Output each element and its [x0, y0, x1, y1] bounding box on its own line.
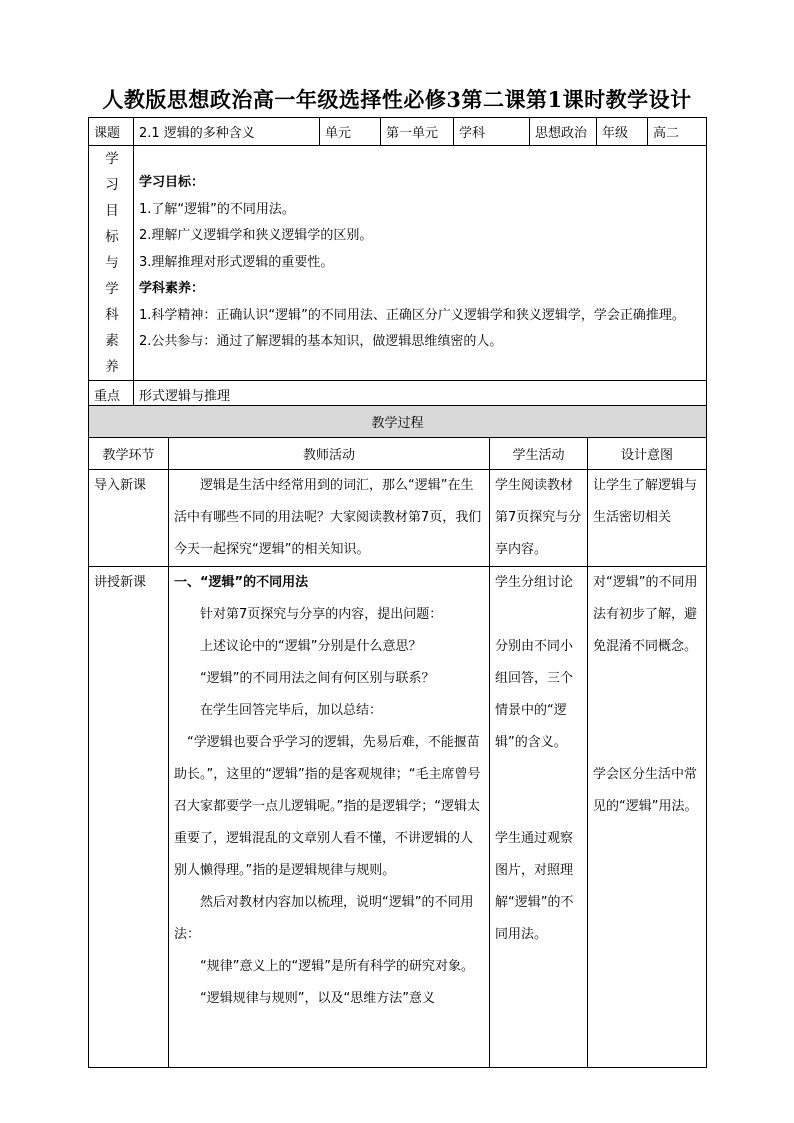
goals-label: [89, 146, 134, 381]
literacy-item: 1.科学精神：正确认识“逻辑”的不同用法、正确区分广义逻辑学和狭义逻辑学，学会正确推理。: [139, 307, 685, 323]
teacher-para: “逻辑”的不同用法之间有何区别与联系？: [200, 671, 435, 686]
goals-label-line: 科 素: [105, 307, 129, 349]
key-point-label: 重点: [89, 381, 134, 409]
intro-teacher-text: 逻辑是生活中经常用到的词汇，那么“逻辑”在生活中有哪些不同的用法呢？大家阅读教材第7页，我们今天一起探究“逻辑”的相关知识。: [174, 478, 482, 557]
topic-value: 2.1 逻辑的多种含义: [134, 118, 320, 146]
info-table: [88, 117, 707, 437]
lecture-intent: [588, 567, 707, 1068]
student-activity-2: 分别由不同小组回答，三个情景中的“逻辑”的含义。: [495, 639, 574, 750]
intro-stage: 导入新课: [89, 470, 169, 567]
teacher-para: 然后对教材内容加以梳理，说明“逻辑”的不同用法：: [174, 895, 474, 942]
intro-student: 学生阅读教材第7页探究与分享内容。: [490, 470, 588, 567]
intent-1: 对“逻辑”的不同用法有初步了解，避免混淆不同概念。: [593, 575, 698, 654]
lecture-teacher: [169, 567, 490, 1068]
teacher-para: “规律”意义上的“逻辑”是所有科学的研究对象。: [200, 959, 474, 974]
page-title: 人教版思想政治高一年级选择性必修3第二课第1课时教学设计: [102, 87, 692, 112]
header-teacher: 教师活动: [169, 438, 490, 470]
goals-row: [89, 146, 707, 381]
intro-teacher: [169, 470, 490, 567]
header-intent: 设计意图: [588, 438, 707, 470]
goal-item: 2.理解广义逻辑学和狭义逻辑学的区别。: [139, 228, 373, 244]
process-title: 教学过程: [89, 406, 707, 438]
unit-value: 第一单元: [381, 118, 454, 146]
process-header-row: [89, 438, 707, 470]
header-stage: 教学环节: [89, 438, 169, 470]
teacher-para: “学逻辑也要合乎学习的逻辑，先易后难，不能揠苗助长。”，这里的“逻辑”指的是客观规律；“毛主席曾号召大家都要学一点儿逻辑呢。”指的是逻辑学；“逻辑太重要了，逻辑混乱的文章别人看不懂，不讲逻辑的人别人懒得理。”指的是逻辑规律与规则。: [174, 735, 481, 878]
lecture-row: [89, 567, 707, 1068]
unit-label: 单元: [320, 118, 381, 146]
teacher-para: 在学生回答完毕后，加以总结：: [200, 703, 383, 718]
literacy-item: 2.公共参与：通过了解逻辑的基本知识，做逻辑思维缜密的人。: [139, 334, 503, 350]
learning-goals-heading: 学习目标：: [139, 175, 205, 191]
lecture-student: [490, 567, 588, 1068]
intro-intent: 让学生了解逻辑与生活密切相关: [588, 470, 707, 567]
teacher-para: 上述议论中的“逻辑”分别是什么意思？: [200, 639, 422, 654]
subject-label: 学科: [454, 118, 530, 146]
process-table: [88, 405, 707, 1068]
teacher-para: “逻辑规律与规则”，以及“思维方法”意义: [200, 991, 435, 1006]
topic-label: 课题: [89, 118, 134, 146]
student-activity-1: 学生分组讨论: [495, 575, 574, 590]
literacy-heading: 学科素养：: [139, 281, 205, 297]
lecture-stage: 讲授新课: [89, 567, 169, 1068]
goals-label-line: 养: [105, 359, 129, 375]
teacher-para: 针对第7页探究与分享的内容，提出问题：: [200, 607, 443, 622]
student-activity-3: 学生通过观察图片，对照理解“逻辑”的不同用法。: [495, 831, 574, 942]
goal-item: 3.理解推理对形式逻辑的重要性。: [139, 254, 334, 270]
intro-row: [89, 470, 707, 567]
section-title: 一、“逻辑”的不同用法: [174, 575, 309, 590]
subject-value: 思想政治: [530, 118, 597, 146]
goal-item: 1.了解“逻辑”的不同用法。: [139, 201, 295, 217]
process-title-row: [89, 406, 707, 438]
grade-label: 年级: [597, 118, 648, 146]
grade-value: 高二: [648, 118, 707, 146]
header-student: 学生活动: [490, 438, 588, 470]
key-point-value: 形式逻辑与推理: [134, 381, 707, 409]
goals-label-line: 学 习: [105, 151, 129, 193]
goals-label-line: 与 学: [105, 255, 129, 297]
info-row: [89, 118, 707, 146]
goals-content: [134, 146, 707, 381]
intent-2: 学会区分生活中常见的“逻辑”用法。: [593, 767, 698, 814]
goals-label-line: 目 标: [105, 203, 129, 245]
